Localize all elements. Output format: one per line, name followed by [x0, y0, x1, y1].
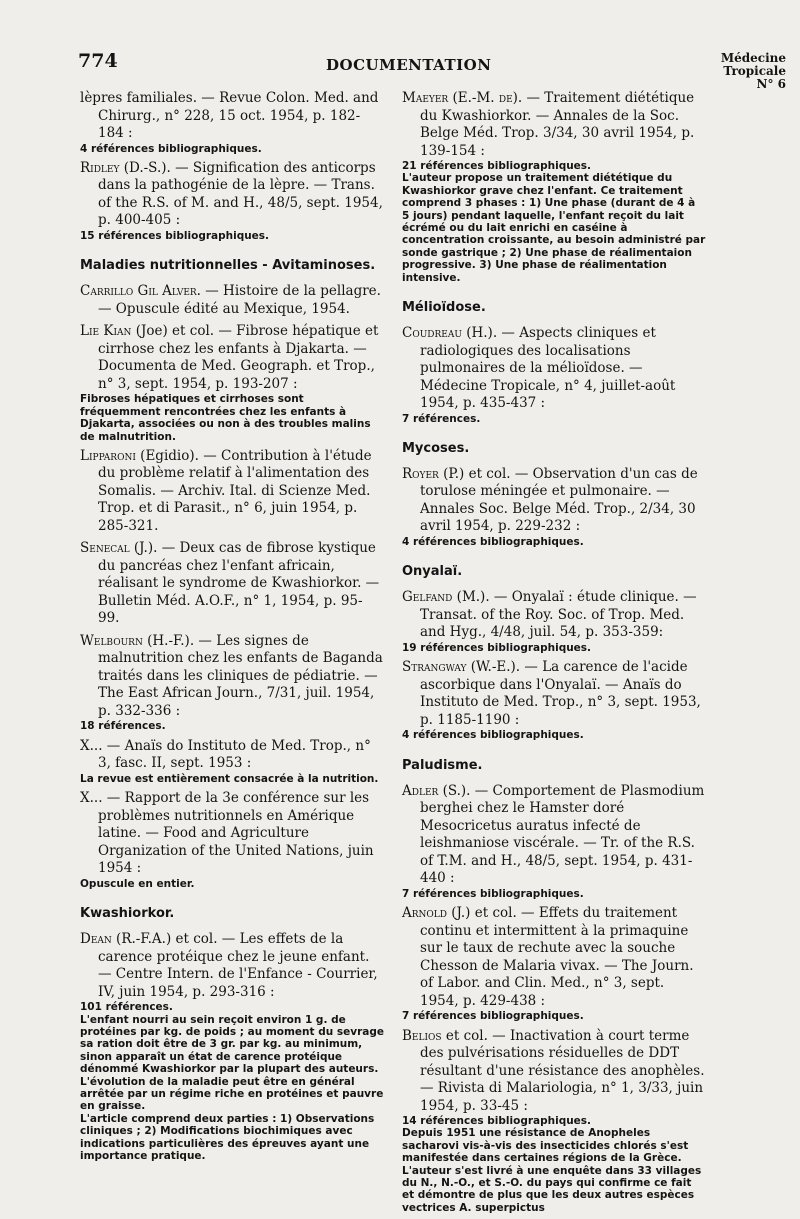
annotation-line: 14 références bibliographiques.	[402, 1115, 592, 1127]
citation-text: lèpres familiales. — Revue Colon. Med. and Chirurg., n° 228, 15 oct. 1954, p. 182-184 :	[80, 90, 379, 141]
annotation	[80, 230, 384, 242]
citation-text: et col. — Inactivation à court terme des pulvérisations résiduelles de DDT résultant d'une résistance des anophèles. — Rivista di Malariologia, n° 1, 3/33, juin 1954, p. 33-45 :	[420, 1027, 705, 1114]
citation	[80, 283, 384, 318]
left-column	[80, 90, 384, 1167]
annotation-line: 15 références bibliographiques.	[80, 229, 270, 242]
annotation-line: L'auteur propose un traitement diététique du Kwashiorkor grave chez l'enfant. Ce traitement comprend 3 phases : 1) Une phase (durant de 4 à 5 jours) pendant laquelle, l'enfant reçoit du lait écrémé ou du lait enrichi en caséine à concentration croissante, au besoin administré par sonde gastrique ; 2) Une phase de réalimentaion progressive. 3) Une phase de réalimentation intensive.	[402, 172, 706, 284]
section-heading: Onyalaï.	[402, 564, 463, 580]
citation	[80, 931, 384, 1001]
author: Arnold (J.)	[402, 905, 471, 922]
citation	[80, 160, 384, 230]
author: Strangway (W.-E.).	[402, 659, 521, 676]
author: Dean (R.-F.A.)	[80, 931, 172, 948]
author: Coudreau (H.).	[402, 325, 498, 342]
bibliography-entry	[80, 931, 384, 1162]
author: Ridley (D.-S.).	[80, 159, 171, 176]
citation	[80, 540, 384, 628]
bibliography-entry	[402, 659, 706, 741]
citation	[402, 783, 706, 888]
bibliography-entry	[80, 633, 384, 733]
annotation	[402, 1010, 706, 1022]
author: Gelfand (M.).	[402, 589, 490, 606]
annotation-line: 4 références bibliographiques.	[80, 142, 262, 155]
annotation	[402, 642, 706, 654]
right-column	[402, 90, 706, 1219]
citation	[402, 90, 706, 160]
citation-text: — La carence de l'acide ascorbique dans l'Onyalaï. — Anaïs do Instituto de Med. Trop., n° 3, sept. 1953, p. 1185-1190 :	[420, 659, 701, 728]
annotation-line: 19 références bibliographiques.	[402, 641, 592, 654]
annotation-line: L'enfant nourri au sein reçoit environ 1 g. de protéines par kg. de poids ; au moment du sevrage sa ration doit être de 3 gr. par kg. au minimum, sinon apparaît un état de carence protéique dénommé Kwashiorkor par la plupart des auteurs.	[80, 1013, 384, 1076]
section-heading: Kwashiorkor.	[80, 906, 175, 922]
citation-text: — Aspects cliniques et radiologiques des localisations pulmonaires de la mélioïdose. — Médecine Tropicale, n° 4, juillet-août 1954, p. 435-437 :	[420, 325, 676, 412]
page-header	[0, 0, 800, 90]
citation-text: — Traitement diététique du Kwashiorkor. — Annales de la Soc. Belge Méd. Trop. 3/34, 30 avril 1954, p. 139-154 :	[420, 90, 695, 159]
annotation-line: 18 références.	[80, 720, 166, 733]
citation	[80, 90, 384, 143]
citation	[80, 323, 384, 393]
annotation-line: Opuscule en entier.	[80, 877, 195, 890]
citation-text: — Histoire de la pellagre. — Opuscule édité au Mexique, 1954.	[98, 283, 381, 317]
bibliography-entry	[80, 160, 384, 242]
page-number: 774	[78, 50, 118, 72]
annotation-line: La revue est entièrement consacrée à la nutrition.	[80, 772, 379, 785]
journal-line-3: N° 6	[756, 77, 786, 91]
bibliography-entry	[80, 323, 384, 443]
journal-label	[721, 52, 786, 91]
annotation-line: L'évolution de la maladie peut être en général arrêtée par un régime riche en protéines et pauvre en graisse.	[80, 1075, 384, 1113]
bibliography-entry	[402, 905, 706, 1022]
bibliography-entry	[80, 448, 384, 536]
annotation	[80, 720, 384, 732]
bibliography-entry	[80, 540, 384, 628]
annotation-line: 21 références bibliographiques.	[402, 160, 592, 172]
citation	[80, 448, 384, 536]
annotation	[402, 413, 706, 425]
citation-text: et col. — Les effets de la carence protéique chez le jeune enfant. — Centre Intern. de l'Enfance - Courrier, IV, juin 1954, p. 293-316 :	[98, 931, 378, 1000]
citation-text: — Les signes de malnutrition chez les enfants de Baganda traités dans les cliniques de pédiatrie. — The East African Journ., 7/31, juil. 1954, p. 332-336 :	[98, 632, 383, 719]
journal-line-1: Médecine	[720, 51, 786, 65]
bibliography-entry	[80, 283, 384, 318]
bibliography-entry	[402, 783, 706, 900]
annotation-line: 7 références bibliographiques.	[402, 887, 584, 900]
citation-text: et col. — Observation d'un cas de torulose méningée et pulmonaire. — Annales Soc. Belge Méd. Trop., 2/34, 30 avril 1954, p. 229-232 :	[420, 465, 698, 535]
annotation-line: Depuis 1951 une résistance de Anopheles sacharovi vis-à-vis des insecticides chlorés s'est manifestée dans certaines régions de la Grèce. L'auteur s'est livré à une enquête dans 33 villages du N., N.-O., et S.-O. du pays qui confirme ce fait et démontre de plus que les deux autres espèces vectrices A. superpictus	[402, 1127, 702, 1214]
citation	[402, 325, 706, 413]
annotation	[402, 160, 706, 284]
annotation-line: 7 références.	[402, 412, 481, 425]
annotation-line: 4 références bibliographiques.	[402, 729, 584, 742]
citation-text: et col. — Effets du traitement continu et intermittent à la primaquine sur le taux de rechute avec la souche Chesson de Malaria vivax. — The Journ. of Labor. and Clin. Med., n° 3, sept. 1954, p. 429-438 :	[420, 905, 694, 1009]
section-heading: Paludisme.	[402, 757, 483, 773]
annotation	[402, 729, 706, 741]
citation	[80, 790, 384, 878]
author: Lie Kian	[80, 323, 132, 340]
annotation	[80, 1001, 384, 1162]
annotation-line: 7 références bibliographiques.	[402, 1010, 584, 1023]
citation-text: — Onyalaï : étude clinique. — Transat. of the Roy. Soc. of Trop. Med. and Hyg., 4/48, juil. 54, p. 353-359:	[420, 589, 697, 641]
section-heading: Maladies nutritionnelles - Avitaminoses.	[80, 258, 376, 274]
annotation-line: 4 références bibliographiques.	[402, 535, 584, 548]
author: Welbourn (H.-F.).	[80, 632, 195, 649]
citation	[402, 659, 706, 729]
annotation-line: L'article comprend deux parties : 1) Observations cliniques ; 2) Modifications biochimiques avec indications particulières des épreuves ayant une importance pratique.	[80, 1112, 375, 1163]
annotation-line: 101 références.	[80, 1001, 173, 1014]
author: Royer (P.)	[402, 465, 465, 482]
annotation	[402, 536, 706, 548]
page-title: DOCUMENTATION	[326, 56, 492, 74]
annotation-line: Fibroses hépatiques et cirrhoses sont fréquemment rencontrées chez les enfants à Djakarta, associées ou non à des troubles malins de malnutrition.	[80, 393, 371, 443]
annotation	[402, 888, 706, 900]
annotation	[402, 1115, 706, 1214]
section-heading: Mélioïdose.	[402, 300, 486, 316]
citation-text: — Deux cas de fibrose kystique du pancréas chez l'enfant africain, réalisant le syndrome de Kwashiorkor. — Bulletin Méd. A.O.F., n° 1, 1954, p. 95-99.	[98, 540, 380, 627]
bibliography-entry	[80, 790, 384, 890]
author: Maeyer (E.-M. de).	[402, 90, 523, 106]
bibliography-entry	[402, 589, 706, 654]
bibliography-entry	[80, 738, 384, 785]
citation-text: — Signification des anticorps dans la pathogénie de la lèpre. — Trans. of the R.S. of M. and H., 48/5, sept. 1954, p. 400-405 :	[98, 159, 383, 229]
citation	[80, 633, 384, 721]
author: Senecal (J.).	[80, 540, 158, 557]
citation-text: — Rapport de la 3e conférence sur les problèmes nutritionnels en Amérique latine. — Food and Agriculture Organization of the United Nations, juin 1954 :	[98, 790, 374, 877]
journal-line-2: Tropicale	[723, 64, 786, 78]
citation	[402, 1028, 706, 1116]
author: X...	[80, 737, 103, 754]
bibliography-entry	[402, 325, 706, 425]
author: Belios	[402, 1027, 442, 1044]
bibliography-entry	[80, 90, 384, 155]
bibliography-entry	[402, 1028, 706, 1215]
author: Adler (S.).	[402, 782, 471, 799]
citation-text: — Comportement de Plasmodium berghei chez le Hamster doré Mesocricetus auratus infecté de leishmaniose viscérale. — Tr. of the R.S. of T.M. and H., 48/5, sept. 1954, p. 431-440 :	[420, 782, 705, 887]
annotation	[80, 773, 384, 785]
bibliography-entry	[402, 466, 706, 548]
annotation	[80, 878, 384, 890]
section-heading: Mycoses.	[402, 440, 470, 456]
citation	[402, 905, 706, 1010]
citation-text: (Egidio). — Contribution à l'étude du problème relatif à l'alimentation des Somalis. — Archiv. Ital. di Scienze Med. Trop. et di Parasit., n° 6, juin 1954, p. 285-321.	[98, 447, 372, 534]
annotation	[80, 393, 384, 443]
citation-text: (Joe) et col. — Fibrose hépatique et cirrhose chez les enfants à Djakarta. — Documenta de Med. Geograph. et Trop., n° 3, sept. 1954, p. 193-207 :	[98, 323, 379, 392]
citation	[80, 738, 384, 773]
annotation	[80, 143, 384, 155]
bibliography-entry	[402, 90, 706, 284]
citation	[402, 466, 706, 536]
author: Carrillo Gil Alver.	[80, 283, 201, 300]
citation-text: — Anaïs do Instituto de Med. Trop., n° 3, fasc. II, sept. 1953 :	[98, 737, 371, 772]
author: X...	[80, 790, 103, 807]
citation	[402, 589, 706, 642]
author: Lipparoni	[80, 447, 136, 464]
